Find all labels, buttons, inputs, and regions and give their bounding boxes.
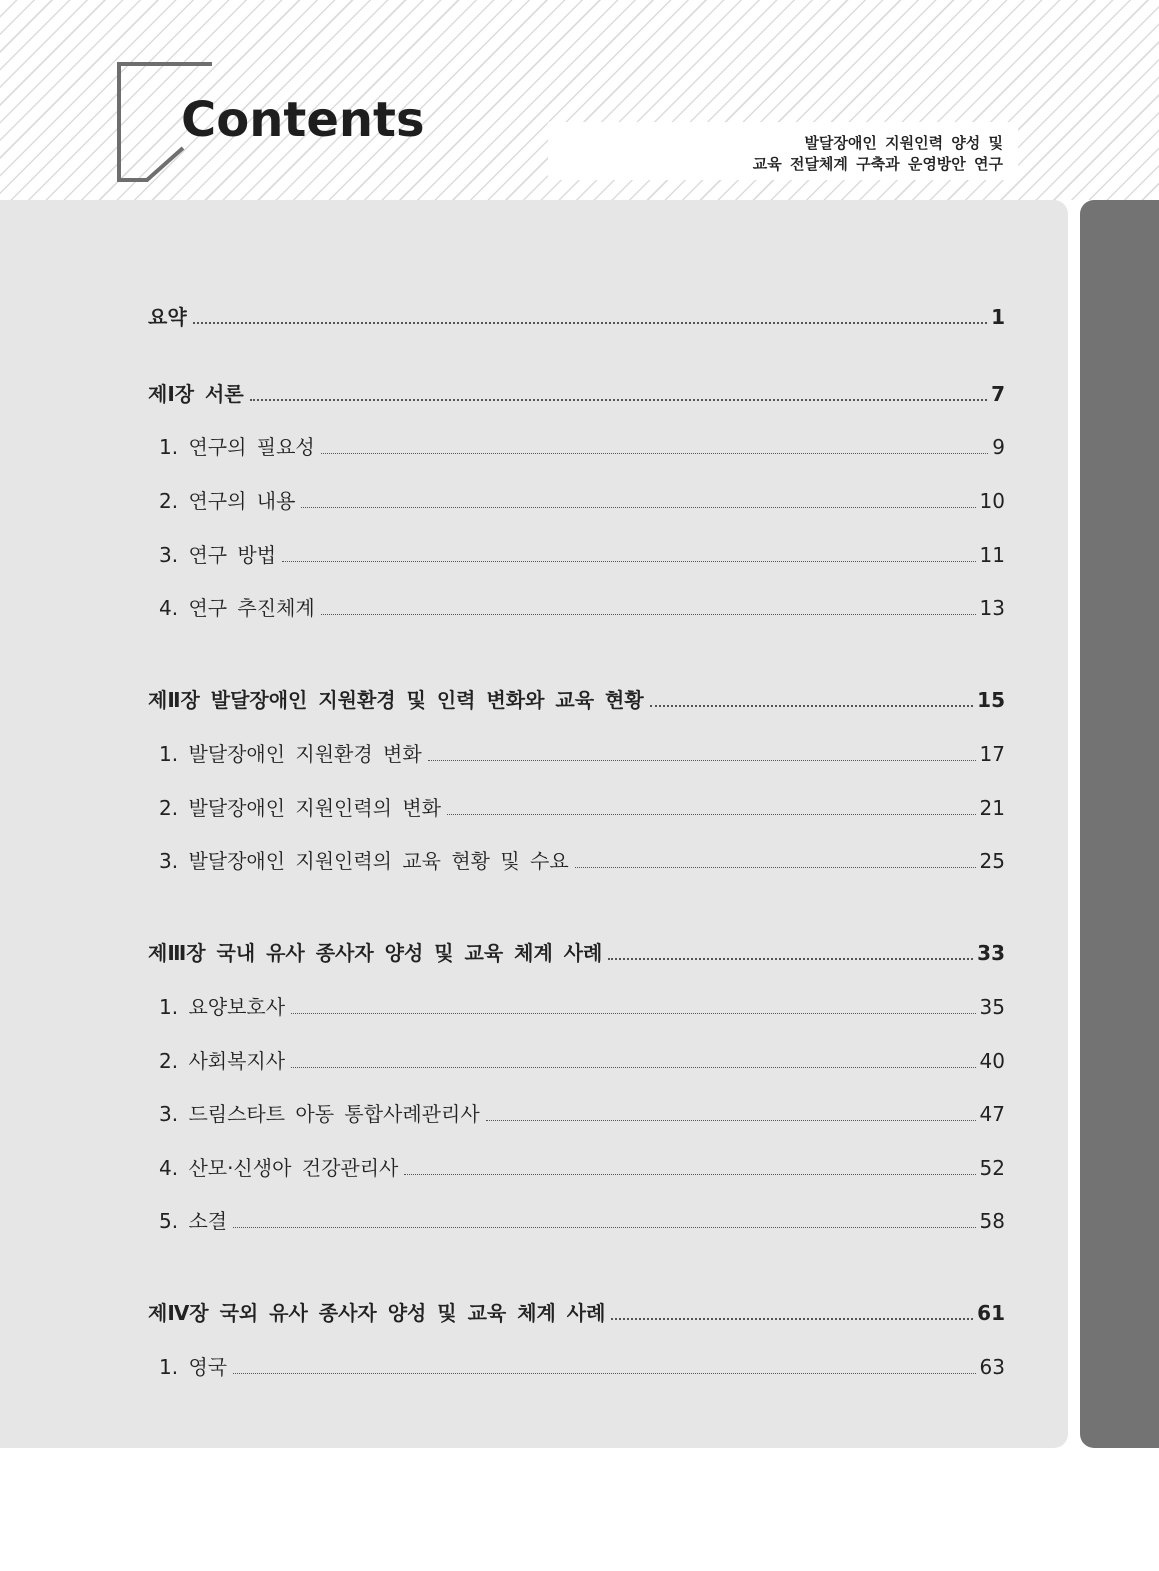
toc-page-number: 21 [979,796,1005,820]
dot-leader [291,1013,976,1014]
toc-page-number: 63 [979,1355,1005,1379]
toc-page-number: 58 [979,1209,1005,1233]
dot-leader [608,958,973,960]
dot-leader [233,1373,975,1374]
toc-section-entry[interactable] [148,1153,1005,1183]
toc-page-number: 10 [979,489,1005,513]
toc-entry-title: 제Ⅱ장 발달장애인 지원환경 및 인력 변화와 교육 현황 [148,688,644,712]
toc-entry-title: 1. 영국 [159,1355,228,1379]
toc-section-entry[interactable] [148,1046,1005,1076]
dot-leader [321,453,989,454]
toc-section-entry[interactable] [148,992,1005,1022]
toc-entry-title: 5. 소결 [159,1209,228,1233]
toc-entry-title: 2. 연구의 내용 [159,489,296,513]
dot-leader [233,1227,975,1228]
report-title-line-1: 발달장애인 지원인력 양성 및 [804,134,1003,152]
toc-page-number: 7 [991,382,1005,406]
toc-entry-title: 3. 연구 방법 [159,543,277,567]
toc-chapter-entry[interactable] [148,302,1005,332]
toc-section-entry[interactable] [148,1352,1005,1382]
toc-entry-title: 4. 연구 추진체계 [159,596,315,620]
toc-entry-title: 3. 드림스타트 아동 통합사례관리사 [159,1102,480,1126]
toc-page-number: 33 [977,941,1005,965]
dot-leader [611,1318,973,1320]
toc-page-number: 35 [979,995,1005,1019]
toc-entry-title: 1. 요양보호사 [159,995,286,1019]
toc-section-entry[interactable] [148,846,1005,876]
page-title: Contents [181,92,425,148]
toc-entry-title: 제Ⅰ장 서론 [148,382,244,406]
toc-entry-title: 요약 [148,305,187,329]
toc-page-number: 9 [992,435,1005,459]
toc-entry-title: 2. 사회복지사 [159,1049,286,1073]
toc-chapter-entry[interactable] [148,685,1005,715]
toc-entry-title: 제Ⅲ장 국내 유사 종사자 양성 및 교육 체계 사례 [148,941,603,965]
toc-section-entry[interactable] [148,739,1005,769]
toc-page-number: 1 [991,305,1005,329]
toc-section-entry[interactable] [148,593,1005,623]
toc-entry-title: 1. 연구의 필요성 [159,435,315,459]
dot-leader [447,814,976,815]
dot-leader [301,507,975,508]
dot-leader [486,1120,976,1121]
toc-page-number: 25 [979,849,1005,873]
toc-section-entry[interactable] [148,432,1005,462]
toc-entry-title: 제Ⅳ장 국외 유사 종사자 양성 및 교육 체계 사례 [148,1301,606,1325]
dot-leader [404,1174,975,1175]
toc-entry-title: 2. 발달장애인 지원인력의 변화 [159,796,441,820]
dot-leader [250,399,987,401]
dot-leader [193,322,987,324]
dot-leader [282,561,975,562]
dot-leader [650,705,974,707]
toc-entry-title: 3. 발달장애인 지원인력의 교육 현황 및 수요 [159,849,569,873]
toc-chapter-entry[interactable] [148,379,1005,409]
toc-chapter-entry[interactable] [148,938,1005,968]
toc-page-number: 52 [979,1156,1005,1180]
side-tab [1080,200,1159,1448]
toc-section-entry[interactable] [148,486,1005,516]
toc-page-number: 11 [979,543,1005,567]
toc-page-number: 15 [977,688,1005,712]
toc-page-number: 40 [979,1049,1005,1073]
toc-entry-title: 1. 발달장애인 지원환경 변화 [159,742,422,766]
dot-leader [428,760,976,761]
dot-leader [575,867,976,868]
toc-page-number: 17 [979,742,1005,766]
toc-section-entry[interactable] [148,1206,1005,1236]
toc-section-entry[interactable] [148,1099,1005,1129]
toc-entry-title: 4. 산모·신생아 건강관리사 [159,1156,399,1180]
toc-page-number: 13 [979,596,1005,620]
toc-page-number: 47 [979,1102,1005,1126]
toc-section-entry[interactable] [148,540,1005,570]
report-title-line-2: 교육 전달체계 구축과 운영방안 연구 [752,155,1003,173]
toc-section-entry[interactable] [148,793,1005,823]
dot-leader [321,614,976,615]
toc-chapter-entry[interactable] [148,1298,1005,1328]
toc-page-number: 61 [977,1301,1005,1325]
dot-leader [291,1067,976,1068]
